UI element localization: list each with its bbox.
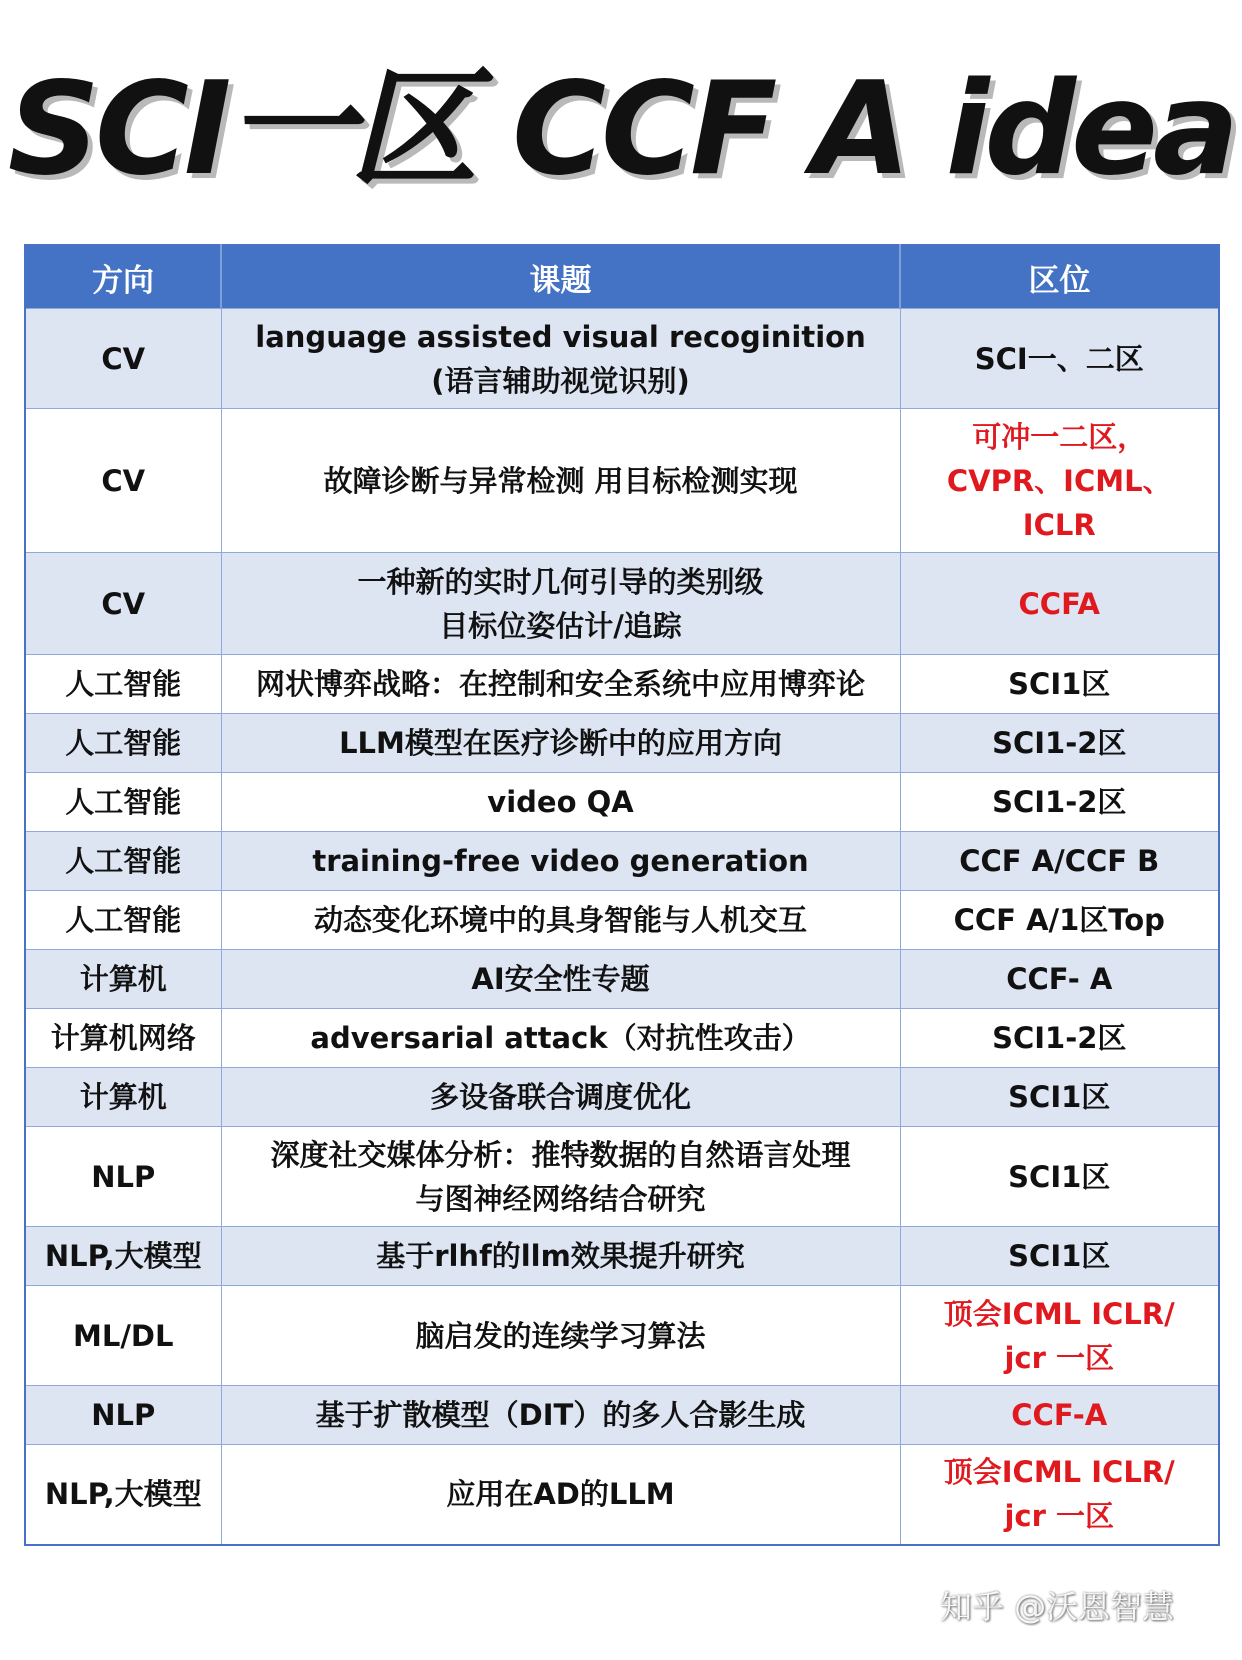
tier-cell	[900, 773, 1219, 832]
topic-line: AI安全性专题	[471, 962, 650, 996]
table-row	[25, 655, 1219, 714]
tier-line: CVPR、ICML、	[946, 463, 1172, 498]
table-row	[25, 1127, 1219, 1227]
tier-line: 顶会ICML ICLR/	[943, 1455, 1175, 1490]
topic-line: 动态变化环境中的具身智能与人机交互	[313, 903, 807, 937]
direction-cell: CV	[25, 409, 221, 553]
tier-cell	[900, 1009, 1219, 1068]
direction-cell: NLP,大模型	[25, 1445, 221, 1545]
topic-line: 基于扩散模型（DIT）的多人合影生成	[315, 1398, 806, 1432]
direction-cell: 计算机	[25, 950, 221, 1009]
topics-table-container	[24, 244, 1218, 1546]
table-header-row	[25, 245, 1219, 309]
tier-line: CCF A/1区Top	[953, 903, 1165, 937]
tier-line: 可冲一二区，	[972, 419, 1147, 454]
direction-cell: NLP,大模型	[25, 1227, 221, 1286]
topic-line: language assisted visual recoginition	[255, 319, 866, 354]
tier-line: SCI1区	[1008, 1159, 1111, 1194]
tier-cell	[900, 714, 1219, 773]
tier-cell	[900, 891, 1219, 950]
direction-cell: 计算机	[25, 1068, 221, 1127]
topic-line: 应用在AD的LLM	[446, 1477, 675, 1512]
direction-cell: 计算机网络	[25, 1009, 221, 1068]
header-direction: 方向	[25, 245, 221, 309]
tier-cell	[900, 309, 1219, 409]
direction-cell: CV	[25, 309, 221, 409]
topic-cell	[221, 714, 900, 773]
topic-cell	[221, 1386, 900, 1445]
topic-cell	[221, 1227, 900, 1286]
topic-line: 与图神经网络结合研究	[415, 1181, 706, 1216]
topic-cell	[221, 553, 900, 655]
topic-line: (语言辅助视觉识别)	[431, 363, 690, 398]
topic-cell	[221, 1445, 900, 1545]
table-row	[25, 832, 1219, 891]
tier-line: SCI1-2区	[992, 785, 1127, 819]
tier-line: CCF- A	[1006, 962, 1113, 996]
table-row	[25, 1445, 1219, 1545]
table-row	[25, 309, 1219, 409]
table-row	[25, 1068, 1219, 1127]
topic-line: 故障诊断与异常检测 用目标检测实现	[323, 463, 798, 498]
table-row	[25, 773, 1219, 832]
tier-cell	[900, 1286, 1219, 1386]
topic-line: adversarial attack（对抗性攻击）	[310, 1021, 811, 1055]
tier-line: SCI1-2区	[992, 726, 1127, 760]
table-row	[25, 553, 1219, 655]
topic-line: 目标位姿估计/追踪	[439, 608, 682, 643]
tier-line: CCF A/CCF B	[959, 844, 1160, 878]
topic-line: 基于rlhf的llm效果提升研究	[376, 1239, 745, 1273]
tier-cell	[900, 1227, 1219, 1286]
direction-cell: 人工智能	[25, 714, 221, 773]
topic-line: LLM模型在医疗诊断中的应用方向	[339, 726, 782, 760]
topic-cell	[221, 655, 900, 714]
tier-line: SCI1-2区	[992, 1021, 1127, 1055]
tier-cell	[900, 1445, 1219, 1545]
table-row	[25, 1227, 1219, 1286]
topic-cell	[221, 891, 900, 950]
tier-line: ICLR	[1022, 507, 1096, 542]
topic-cell	[221, 950, 900, 1009]
direction-cell: ML/DL	[25, 1286, 221, 1386]
tier-line: CCF-A	[1011, 1398, 1108, 1432]
topic-cell	[221, 309, 900, 409]
tier-line: CCFA	[1018, 586, 1100, 621]
direction-cell: NLP	[25, 1127, 221, 1227]
topic-line: 脑启发的连续学习算法	[415, 1318, 706, 1353]
tier-line: 顶会ICML ICLR/	[943, 1296, 1175, 1331]
topic-cell	[221, 832, 900, 891]
tier-cell	[900, 1386, 1219, 1445]
table-row	[25, 714, 1219, 773]
topic-cell	[221, 409, 900, 553]
tier-cell	[900, 950, 1219, 1009]
direction-cell: 人工智能	[25, 832, 221, 891]
direction-cell: NLP	[25, 1386, 221, 1445]
table-row	[25, 1009, 1219, 1068]
tier-line: jcr 一区	[1004, 1340, 1115, 1375]
tier-line: SCI1区	[1008, 667, 1111, 701]
table-row	[25, 950, 1219, 1009]
topic-line: 一种新的实时几何引导的类别级	[357, 564, 764, 599]
header-tier: 区位	[900, 245, 1219, 309]
topic-line: 多设备联合调度优化	[429, 1080, 691, 1114]
tier-cell	[900, 655, 1219, 714]
table-row	[25, 891, 1219, 950]
tier-line: SCI1区	[1008, 1239, 1111, 1273]
topic-cell	[221, 1068, 900, 1127]
table-row	[25, 1286, 1219, 1386]
direction-cell: CV	[25, 553, 221, 655]
tier-cell	[900, 553, 1219, 655]
tier-cell	[900, 832, 1219, 891]
tier-cell	[900, 1127, 1219, 1227]
direction-cell: 人工智能	[25, 773, 221, 832]
watermark: 知乎 @沃恩智慧	[940, 1588, 1175, 1626]
topic-line: video QA	[487, 785, 634, 819]
topics-table	[24, 244, 1220, 1546]
topic-line: 网状博弈战略：在控制和安全系统中应用博弈论	[255, 667, 865, 701]
table-body	[25, 309, 1219, 1545]
topic-cell	[221, 1127, 900, 1227]
direction-cell: 人工智能	[25, 891, 221, 950]
table-row	[25, 409, 1219, 553]
direction-cell: 人工智能	[25, 655, 221, 714]
table-row	[25, 1386, 1219, 1445]
page-title: SCI一区 CCF A idea	[7, 55, 1235, 204]
topic-cell	[221, 1286, 900, 1386]
header-topic: 课题	[221, 245, 900, 309]
topic-cell	[221, 1009, 900, 1068]
tier-line: jcr 一区	[1004, 1499, 1115, 1534]
tier-line: SCI1区	[1008, 1080, 1111, 1114]
topic-cell	[221, 773, 900, 832]
topic-line: 深度社交媒体分析：推特数据的自然语言处理	[270, 1137, 851, 1172]
tier-cell	[900, 1068, 1219, 1127]
topic-line: training-free video generation	[312, 844, 809, 878]
tier-line: SCI一、二区	[974, 341, 1144, 376]
tier-cell	[900, 409, 1219, 553]
